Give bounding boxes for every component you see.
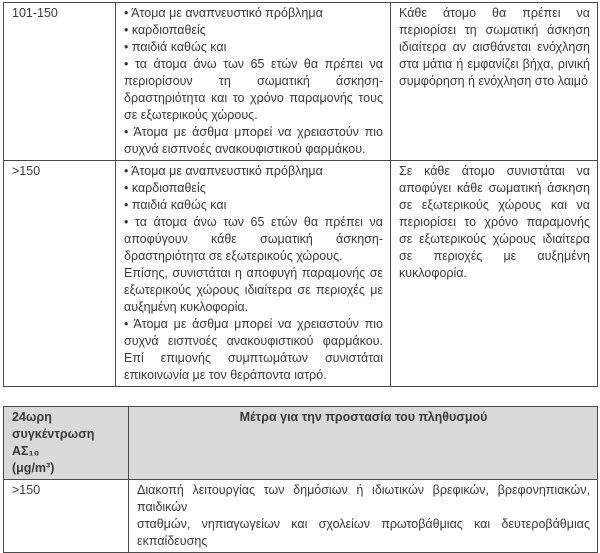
measure-text: Διακοπή λειτουργίας των δημόσιων ή ιδιωτικών βρεφικών, βρεφονηπιακών, παιδικών xyxy=(137,483,590,514)
aqi-range-cell xyxy=(4,3,116,161)
aqi-range-value: 101-150 xyxy=(12,6,58,20)
bullet-item: • Άτομα με άσθμα μπορεί να χρειαστούν πιο συχνά εισπνοές ανακουφιστικού φαρμάκου. xyxy=(124,125,383,156)
bullet-item: • τα άτομα άνω των 65 ετών θα πρέπει να περιορίσουν τη σωματική άσκηση-δραστηριότητα και το χρόνο παραμονής τους σε εξωτερικούς χώρους. xyxy=(124,57,383,122)
pm-health-advice-table xyxy=(3,2,598,387)
bullet-item: • καρδιοπαθείς xyxy=(124,181,206,195)
measure-text: σταθμών, νηπιαγωγείων και σχολείων πρωτοβάθμιας και δευτεροβάθμιας εκπαίδευσης xyxy=(137,517,590,548)
aqi-range-cell xyxy=(4,480,129,553)
bullet-item: • καρδιοπαθείς xyxy=(124,23,206,37)
sensitive-groups-advice-cell xyxy=(116,3,391,161)
bullet-item: • Άτομα με άσθμα μπορεί να χρειαστούν πιο συχνά εισπνοές ανακουφιστικού φαρμάκου. Επί επιμονής συμπτωμάτων συνιστάται επικοινωνία με τον θεράποντα ιατρό. xyxy=(124,317,383,382)
bullet-item: • Άτομα με αναπνευστικό πρόβλημα xyxy=(124,6,323,20)
advice-text: Κάθε άτομο θα πρέπει να περιορίσει τη σωματική άσκηση ιδιαίτερα αν αισθάνεται ενόχληση στα μάτια ή εμφανίζει βήχα, ρινική συμφόρηση ή ενόχληση στο λαιμό xyxy=(399,6,590,88)
paragraph: Επίσης, συνιστάται η αποφυγή παραμονής σε εξωτερικούς χώρους ιδιαίτερα σε περιοχές με αυξημένη κυκλοφορία. xyxy=(124,266,383,314)
aqi-range-cell xyxy=(4,161,116,387)
measure-cell xyxy=(129,480,598,553)
bullet-item: • παιδιά καθώς και xyxy=(124,40,227,54)
concentration-header-cell xyxy=(4,407,129,480)
measures-header-cell: Μέτρα για την προστασία του πληθυσμού xyxy=(129,407,598,480)
sensitive-groups-advice-cell xyxy=(116,161,391,387)
bullet-item: • παιδιά καθώς και xyxy=(124,198,227,212)
header-line: 24ωρη xyxy=(12,410,52,424)
aqi-range-value: >150 xyxy=(12,164,41,178)
protection-measures-table xyxy=(3,406,598,553)
table-row xyxy=(4,480,598,553)
table-row xyxy=(4,161,598,387)
advice-text: Σε κάθε άτομο συνιστάται να αποφύγει κάθε σωματική άσκηση σε εξωτερικούς χώρους και να περιορίσει το χρόνο παραμονής σε εξωτερικούς χώρους ιδιαίτερα σε περιοχές με αυξημένη κυκλοφορία. xyxy=(399,164,590,280)
header-line: συγκέντρωση ΑΣ₁₀ xyxy=(12,427,95,458)
general-population-advice-cell xyxy=(391,3,598,161)
table-row xyxy=(4,3,598,161)
bullet-item: • τα άτομα άνω των 65 ετών θα πρέπει να αποφύγουν κάθε σωματική άσκηση-δραστηριότητα σε εξωτερικούς χώρους. xyxy=(124,215,383,263)
table-header-row xyxy=(4,407,598,480)
bullet-item: • Άτομα με αναπνευστικό πρόβλημα xyxy=(124,164,323,178)
general-population-advice-cell xyxy=(391,161,598,387)
aqi-range-value: >150 xyxy=(12,483,41,497)
header-line: (μg/m³) xyxy=(12,461,55,475)
